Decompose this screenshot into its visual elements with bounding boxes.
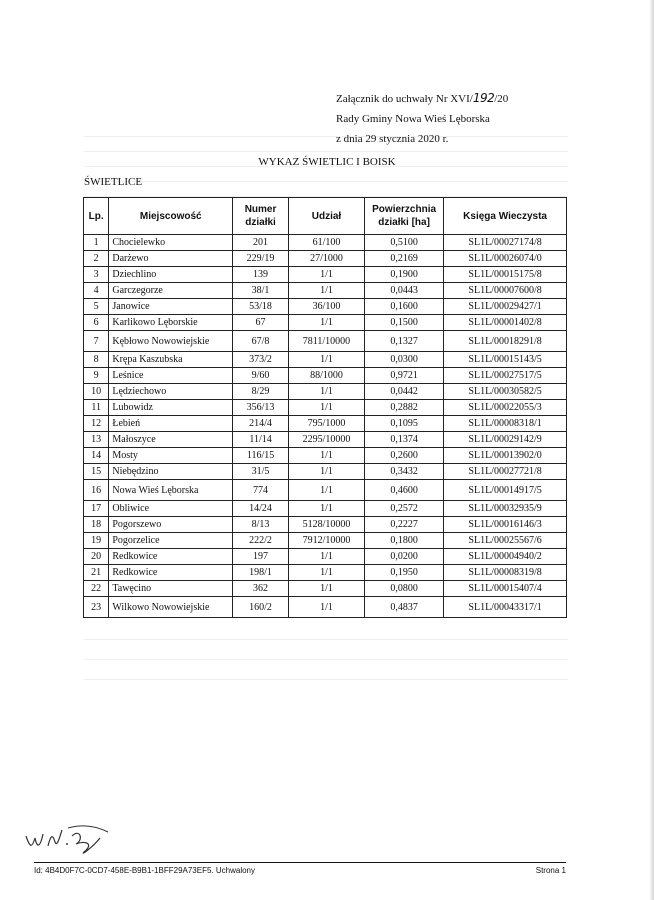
- cell-share: 1/1: [288, 315, 364, 331]
- cell-plot-number: 197: [233, 549, 289, 565]
- cell-area: 0,1327: [365, 331, 444, 352]
- cell-area: 0,1500: [365, 315, 444, 331]
- cell-area: 0,0200: [365, 549, 444, 565]
- cell-lp: 1: [84, 235, 109, 251]
- cell-land-register: SL1L/00014917/5: [444, 480, 567, 501]
- column-header-area: Powierzchnia działki [ha]: [365, 198, 444, 235]
- cell-lp: 5: [84, 299, 109, 315]
- cell-town: Chocielewko: [109, 235, 233, 251]
- header-line-3: z dnia 29 stycznia 2020 r.: [336, 133, 449, 145]
- cell-land-register: SL1L/00008318/1: [444, 416, 567, 432]
- handwritten-number: 192: [472, 91, 495, 105]
- cell-lp: 11: [84, 400, 109, 416]
- cell-town: Janowice: [109, 299, 233, 315]
- cell-lp: 15: [84, 464, 109, 480]
- cell-plot-number: 11/14: [233, 432, 289, 448]
- table-row: [84, 501, 567, 517]
- section-label: ŚWIETLICE: [84, 176, 143, 188]
- page-edge-shadow: [650, 0, 654, 900]
- cell-land-register: SL1L/00022055/3: [444, 400, 567, 416]
- cell-lp: 14: [84, 448, 109, 464]
- cell-lp: 18: [84, 517, 109, 533]
- footer-document-id: Id: 4B4D0F7C-0CD7-458E-B9B1-1BFF29A73EF5. Uchwalony: [34, 866, 255, 875]
- cell-town: Garczegorze: [109, 283, 233, 299]
- cell-share: 1/1: [288, 480, 364, 501]
- cell-lp: 17: [84, 501, 109, 517]
- cell-land-register: SL1L/00016146/3: [444, 517, 567, 533]
- table-row: [84, 283, 567, 299]
- cell-plot-number: 31/5: [233, 464, 289, 480]
- cell-lp: 21: [84, 565, 109, 581]
- table-row: [84, 352, 567, 368]
- cell-town: Niebędzino: [109, 464, 233, 480]
- cell-lp: 9: [84, 368, 109, 384]
- table-row: [84, 549, 567, 565]
- cell-area: 0,2600: [365, 448, 444, 464]
- column-header-town: Miejscowość: [109, 198, 233, 235]
- cell-town: Wilkowo Nowowiejskie: [109, 597, 233, 618]
- cell-lp: 8: [84, 352, 109, 368]
- table-row: [84, 315, 567, 331]
- cell-share: 1/1: [288, 267, 364, 283]
- cell-lp: 10: [84, 384, 109, 400]
- cell-area: 0,1600: [365, 299, 444, 315]
- document-title: WYKAZ ŚWIETLIC I BOISK: [258, 156, 396, 168]
- cell-town: Pogorszewo: [109, 517, 233, 533]
- cell-share: 1/1: [288, 501, 364, 517]
- cell-land-register: SL1L/00015407/4: [444, 581, 567, 597]
- cell-share: 1/1: [288, 565, 364, 581]
- cell-lp: 20: [84, 549, 109, 565]
- cell-area: 0,9721: [365, 368, 444, 384]
- cell-lp: 6: [84, 315, 109, 331]
- cell-share: 27/1000: [288, 251, 364, 267]
- table-row: [84, 581, 567, 597]
- cell-land-register: SL1L/00027517/5: [444, 368, 567, 384]
- cell-land-register: SL1L/00029427/1: [444, 299, 567, 315]
- cell-share: 2295/10000: [288, 432, 364, 448]
- cell-share: 88/1000: [288, 368, 364, 384]
- cell-area: 0,0300: [365, 352, 444, 368]
- cell-lp: 23: [84, 597, 109, 618]
- cell-town: Lubowidz: [109, 400, 233, 416]
- cell-share: 5128/10000: [288, 517, 364, 533]
- cell-town: Łebień: [109, 416, 233, 432]
- cell-plot-number: 373/2: [233, 352, 289, 368]
- cell-plot-number: 362: [233, 581, 289, 597]
- cell-plot-number: 222/2: [233, 533, 289, 549]
- table-row: [84, 267, 567, 283]
- cell-town: Dziechlino: [109, 267, 233, 283]
- cell-town: Kębłowo Nowowiejskie: [109, 331, 233, 352]
- cell-area: 0,2882: [365, 400, 444, 416]
- header-line-1-prefix: Załącznik do uchwały Nr XVI/: [336, 93, 473, 105]
- cell-area: 0,1800: [365, 533, 444, 549]
- cell-plot-number: 9/60: [233, 368, 289, 384]
- community-centers-table: [83, 197, 567, 618]
- cell-town: Pogorzelice: [109, 533, 233, 549]
- cell-area: 0,0443: [365, 283, 444, 299]
- cell-plot-number: 356/13: [233, 400, 289, 416]
- cell-land-register: SL1L/00027174/8: [444, 235, 567, 251]
- cell-plot-number: 38/1: [233, 283, 289, 299]
- column-header-land-register: Księga Wieczysta: [444, 198, 567, 235]
- table-row: [84, 432, 567, 448]
- table-row: [84, 400, 567, 416]
- cell-share: 7912/10000: [288, 533, 364, 549]
- cell-share: 1/1: [288, 352, 364, 368]
- cell-share: 1/1: [288, 581, 364, 597]
- footer-divider: [34, 862, 566, 863]
- cell-share: 1/1: [288, 400, 364, 416]
- cell-share: 61/100: [288, 235, 364, 251]
- table-row: [84, 464, 567, 480]
- cell-area: 0,0442: [365, 384, 444, 400]
- table-row: [84, 565, 567, 581]
- column-header-plot-number: Numer działki: [233, 198, 289, 235]
- table-row: [84, 448, 567, 464]
- resolution-header: [336, 88, 596, 149]
- cell-land-register: SL1L/00026074/0: [444, 251, 567, 267]
- cell-town: Darżewo: [109, 251, 233, 267]
- cell-share: 1/1: [288, 283, 364, 299]
- table-row: [84, 299, 567, 315]
- cell-land-register: SL1L/00043317/1: [444, 597, 567, 618]
- cell-plot-number: 53/18: [233, 299, 289, 315]
- cell-town: Krępa Kaszubska: [109, 352, 233, 368]
- table-row: [84, 235, 567, 251]
- cell-lp: 4: [84, 283, 109, 299]
- cell-land-register: SL1L/00013902/0: [444, 448, 567, 464]
- cell-area: 0,1374: [365, 432, 444, 448]
- table-row: [84, 331, 567, 352]
- handwritten-signature: [22, 818, 122, 858]
- cell-town: Karlikowo Lęborskie: [109, 315, 233, 331]
- cell-plot-number: 8/29: [233, 384, 289, 400]
- cell-plot-number: 67: [233, 315, 289, 331]
- bleed-through-bottom: [84, 620, 568, 680]
- cell-area: 0,4837: [365, 597, 444, 618]
- table-header-row: [84, 198, 567, 235]
- cell-town: Mosty: [109, 448, 233, 464]
- cell-land-register: SL1L/00015143/5: [444, 352, 567, 368]
- cell-land-register: SL1L/00008319/8: [444, 565, 567, 581]
- cell-land-register: SL1L/00032935/9: [444, 501, 567, 517]
- cell-land-register: SL1L/00007600/8: [444, 283, 567, 299]
- table-row: [84, 533, 567, 549]
- cell-area: 0,0800: [365, 581, 444, 597]
- cell-plot-number: 214/4: [233, 416, 289, 432]
- cell-lp: 2: [84, 251, 109, 267]
- cell-area: 0,3432: [365, 464, 444, 480]
- cell-land-register: SL1L/00004940/2: [444, 549, 567, 565]
- header-line-1: [336, 88, 596, 109]
- cell-share: 1/1: [288, 549, 364, 565]
- cell-lp: 13: [84, 432, 109, 448]
- column-header-lp: Lp.: [84, 198, 109, 235]
- cell-area: 0,5100: [365, 235, 444, 251]
- cell-share: 1/1: [288, 448, 364, 464]
- table-row: [84, 480, 567, 501]
- cell-share: 1/1: [288, 597, 364, 618]
- cell-area: 0,1900: [365, 267, 444, 283]
- column-header-share: Udział: [288, 198, 364, 235]
- cell-area: 0,1095: [365, 416, 444, 432]
- cell-land-register: SL1L/00015175/8: [444, 267, 567, 283]
- cell-plot-number: 198/1: [233, 565, 289, 581]
- cell-town: Leśnice: [109, 368, 233, 384]
- cell-town: Obliwice: [109, 501, 233, 517]
- cell-lp: 16: [84, 480, 109, 501]
- cell-land-register: SL1L/00027721/8: [444, 464, 567, 480]
- cell-plot-number: 116/15: [233, 448, 289, 464]
- cell-land-register: SL1L/00025567/6: [444, 533, 567, 549]
- cell-lp: 3: [84, 267, 109, 283]
- cell-share: 36/100: [288, 299, 364, 315]
- cell-share: 7811/10000: [288, 331, 364, 352]
- cell-plot-number: 229/19: [233, 251, 289, 267]
- cell-lp: 22: [84, 581, 109, 597]
- table-row: [84, 416, 567, 432]
- cell-plot-number: 67/8: [233, 331, 289, 352]
- cell-land-register: SL1L/00001402/8: [444, 315, 567, 331]
- cell-share: 795/1000: [288, 416, 364, 432]
- cell-town: Nowa Wieś Lęborska: [109, 480, 233, 501]
- cell-plot-number: 774: [233, 480, 289, 501]
- cell-lp: 12: [84, 416, 109, 432]
- footer-page-number: Strona 1: [535, 866, 566, 875]
- cell-plot-number: 8/13: [233, 517, 289, 533]
- cell-share: 1/1: [288, 384, 364, 400]
- cell-lp: 7: [84, 331, 109, 352]
- cell-plot-number: 160/2: [233, 597, 289, 618]
- cell-area: 0,2572: [365, 501, 444, 517]
- cell-plot-number: 201: [233, 235, 289, 251]
- cell-share: 1/1: [288, 464, 364, 480]
- cell-land-register: SL1L/00018291/8: [444, 331, 567, 352]
- table-row: [84, 597, 567, 618]
- table-row: [84, 517, 567, 533]
- cell-town: Redkowice: [109, 549, 233, 565]
- header-line-2: Rady Gminy Nowa Wieś Lęborska: [336, 113, 490, 125]
- table-row: [84, 251, 567, 267]
- cell-town: Tawęcino: [109, 581, 233, 597]
- cell-plot-number: 14/24: [233, 501, 289, 517]
- cell-plot-number: 139: [233, 267, 289, 283]
- cell-land-register: SL1L/00029142/9: [444, 432, 567, 448]
- table-body: [84, 235, 567, 618]
- cell-area: 0,4600: [365, 480, 444, 501]
- cell-land-register: SL1L/00030582/5: [444, 384, 567, 400]
- cell-area: 0,2227: [365, 517, 444, 533]
- cell-town: Małoszyce: [109, 432, 233, 448]
- cell-area: 0,2169: [365, 251, 444, 267]
- header-line-1-suffix: /20: [494, 93, 509, 105]
- table-row: [84, 384, 567, 400]
- cell-town: Redkowice: [109, 565, 233, 581]
- cell-lp: 19: [84, 533, 109, 549]
- cell-area: 0,1950: [365, 565, 444, 581]
- table-row: [84, 368, 567, 384]
- cell-town: Lędziechowo: [109, 384, 233, 400]
